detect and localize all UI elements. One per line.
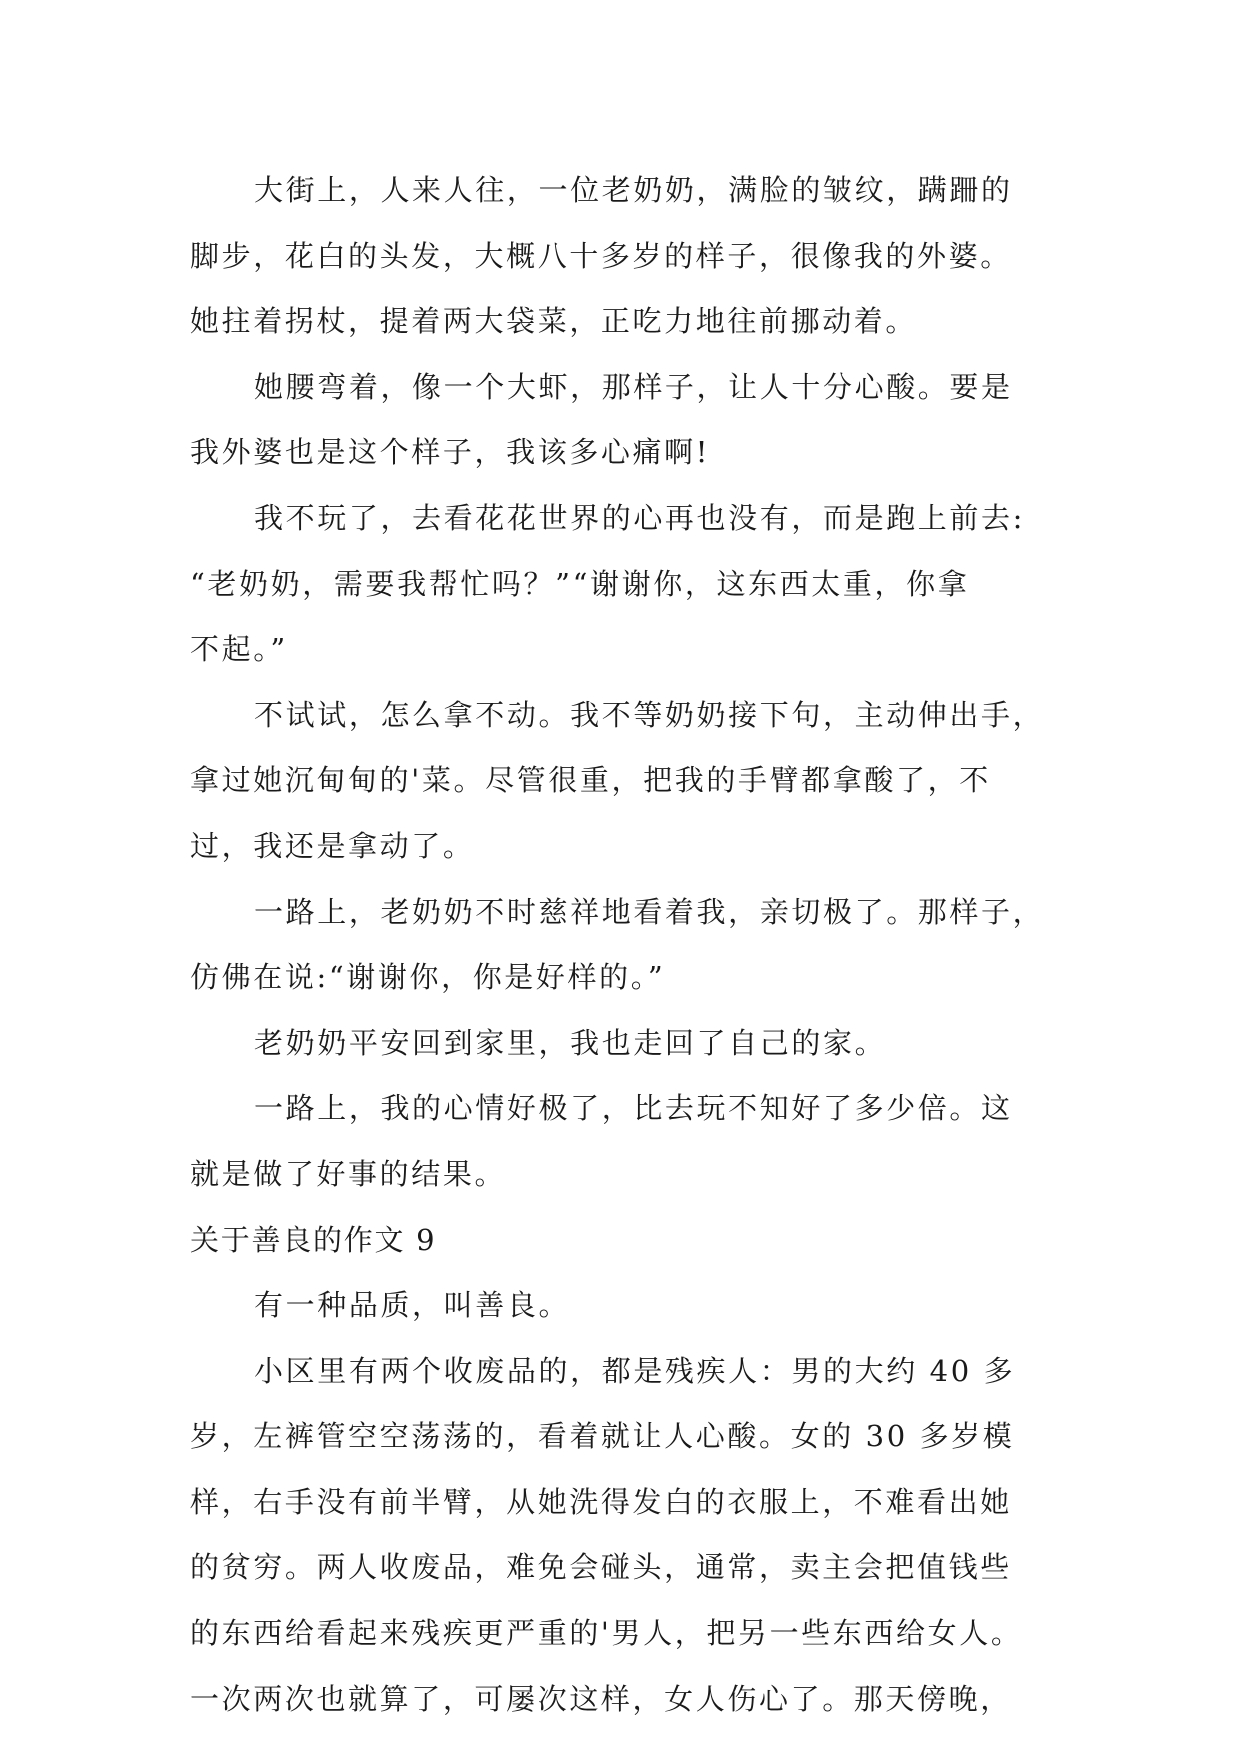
text-line: 大街上，人来人往，一位老奶奶，满脸的皱纹，蹒跚的 (254, 173, 1013, 207)
text-line: 岁，左裤管空空荡荡的，看着就让人心酸。女的 30 多岁模 (190, 1419, 1015, 1454)
text-line: 仿佛在说:“谢谢你，你是好样的。” (190, 960, 666, 995)
text-line: 拿过她沉甸甸的'菜。尽管很重，把我的手臂都拿酸了，不 (190, 763, 991, 798)
text-line: 我不玩了，去看花花世界的心再也没有，而是跑上前去: (254, 500, 1026, 535)
text-line: 过，我还是拿动了。 (190, 828, 475, 863)
text-line: 她拄着拐杖，提着两大袋菜，正吃力地往前挪动着。 (190, 304, 918, 339)
text-line: “老奶奶，需要我帮忙吗？”“谢谢你，这东西太重，你拿 (190, 566, 970, 601)
text-line: 一路上，我的心情好极了，比去玩不知好了多少倍。这 (254, 1091, 1013, 1126)
document-body (190, 158, 1060, 1732)
text-line: 一路上，老奶奶不时慈祥地看着我，亲切极了。那样子， (254, 894, 1045, 929)
text-line: 老奶奶平安回到家里，我也走回了自己的家。 (254, 1025, 887, 1060)
text-line: 的东西给看起来残疾更严重的'男人，把另一些东西给女人。 (190, 1616, 1023, 1651)
text-line: 不起。” (190, 632, 288, 667)
text-line: 有一种品质，叫善良。 (254, 1288, 571, 1323)
text-line: 小区里有两个收废品的，都是残疾人：男的大约 40 多 (254, 1353, 1016, 1388)
text-line: 样，右手没有前半臂，从她洗得发白的衣服上，不难看出她 (190, 1484, 1012, 1519)
text-line: 的贫穷。两人收废品，难免会碰头，通常，卖主会把值钱些 (190, 1550, 1012, 1585)
section-heading: 关于善良的作文 9 (190, 1222, 437, 1257)
text-line: 她腰弯着，像一个大虾，那样子，让人十分心酸。要是 (254, 369, 1013, 404)
text-line: 脚步，花白的头发，大概八十多岁的样子，很像我的外婆。 (190, 238, 1012, 273)
text-line: 一次两次也就算了，可屡次这样，女人伤心了。那天傍晚， (190, 1681, 1012, 1716)
text-line: 就是做了好事的结果。 (190, 1156, 507, 1191)
text-line: 我外婆也是这个样子，我该多心痛啊! (190, 435, 711, 470)
text-line: 不试试，怎么拿不动。我不等奶奶接下句，主动伸出手， (254, 697, 1045, 732)
